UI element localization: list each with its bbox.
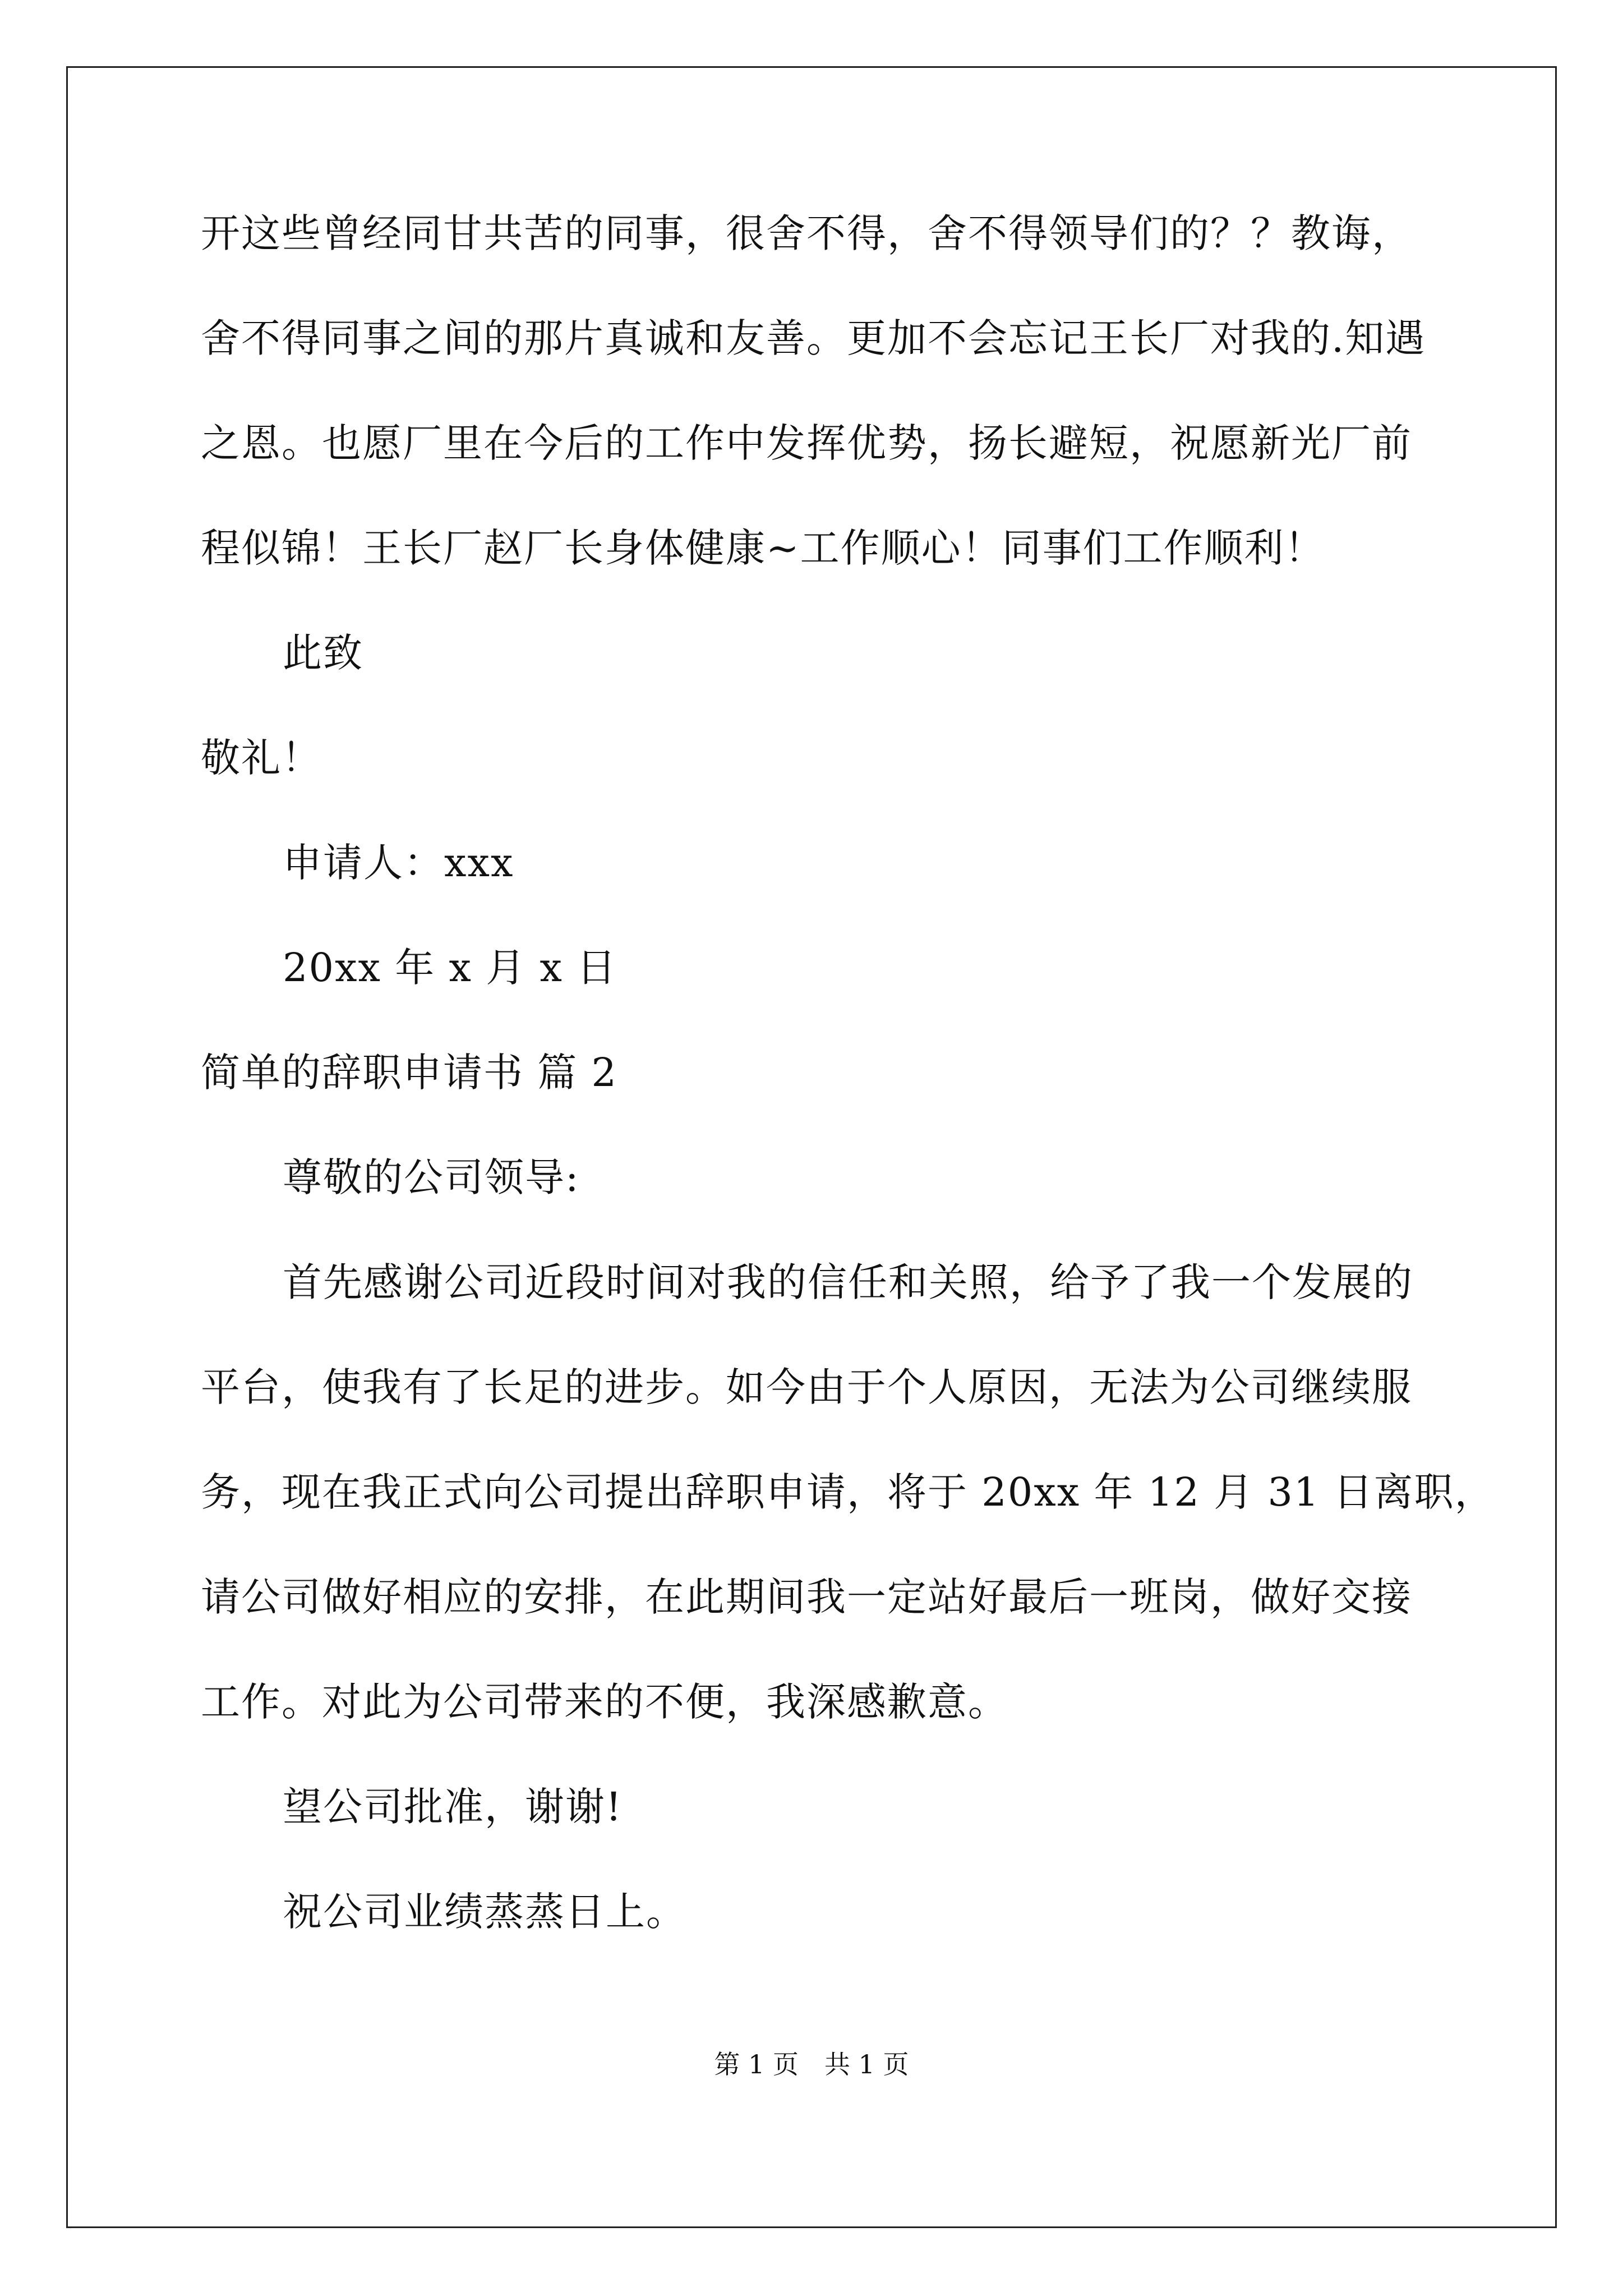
text-line: 程似锦！王长厂赵厂长身体健康~工作顺心！同事们工作顺利！ <box>201 525 1325 571</box>
text-line: 首先感谢公司近段时间对我的信任和关照，给予了我一个发展的 <box>283 1259 1413 1305</box>
letter-date: 20xx 年 x 月 x 日 <box>283 945 617 991</box>
text-line: 请公司做好相应的安排，在此期间我一定站好最后一班岗，做好交接 <box>201 1574 1412 1620</box>
text-line: 工作。对此为公司带来的不便，我深感歉意。 <box>201 1679 1008 1725</box>
text-line: 祝公司业绩蒸蒸日上。 <box>283 1889 686 1935</box>
document-body <box>201 206 1495 1990</box>
letter-greeting: 尊敬的公司领导: <box>283 1154 580 1200</box>
section-heading: 简单的辞职申请书 篇 2 <box>201 1050 618 1096</box>
page-total: 共 1 页 <box>824 2049 909 2079</box>
page-number: 第 1 页 <box>714 2049 799 2079</box>
closing-salutation: 此致 <box>283 630 363 676</box>
text-line: 之恩。也愿厂里在今后的工作中发挥优势，扬长避短，祝愿新光厂前 <box>201 420 1412 466</box>
page-footer <box>0 2047 1623 2081</box>
text-line: 望公司批准，谢谢! <box>283 1784 623 1830</box>
closing-regards: 敬礼！ <box>201 735 322 781</box>
applicant-signature: 申请人：xxx <box>283 840 514 886</box>
text-line: 开这些曾经同甘共苦的同事，很舍不得，舍不得领导们的？？教诲， <box>201 210 1412 256</box>
text-line: 舍不得同事之间的那片真诚和友善。更加不会忘记王长厂对我的.知遇 <box>201 315 1426 361</box>
text-line: 平台，使我有了长足的进步。如今由于个人原因，无法为公司继续服 <box>201 1364 1412 1410</box>
text-line: 务，现在我正式向公司提出辞职申请，将于 20xx 年 12 月 31 日离职， <box>201 1469 1495 1515</box>
